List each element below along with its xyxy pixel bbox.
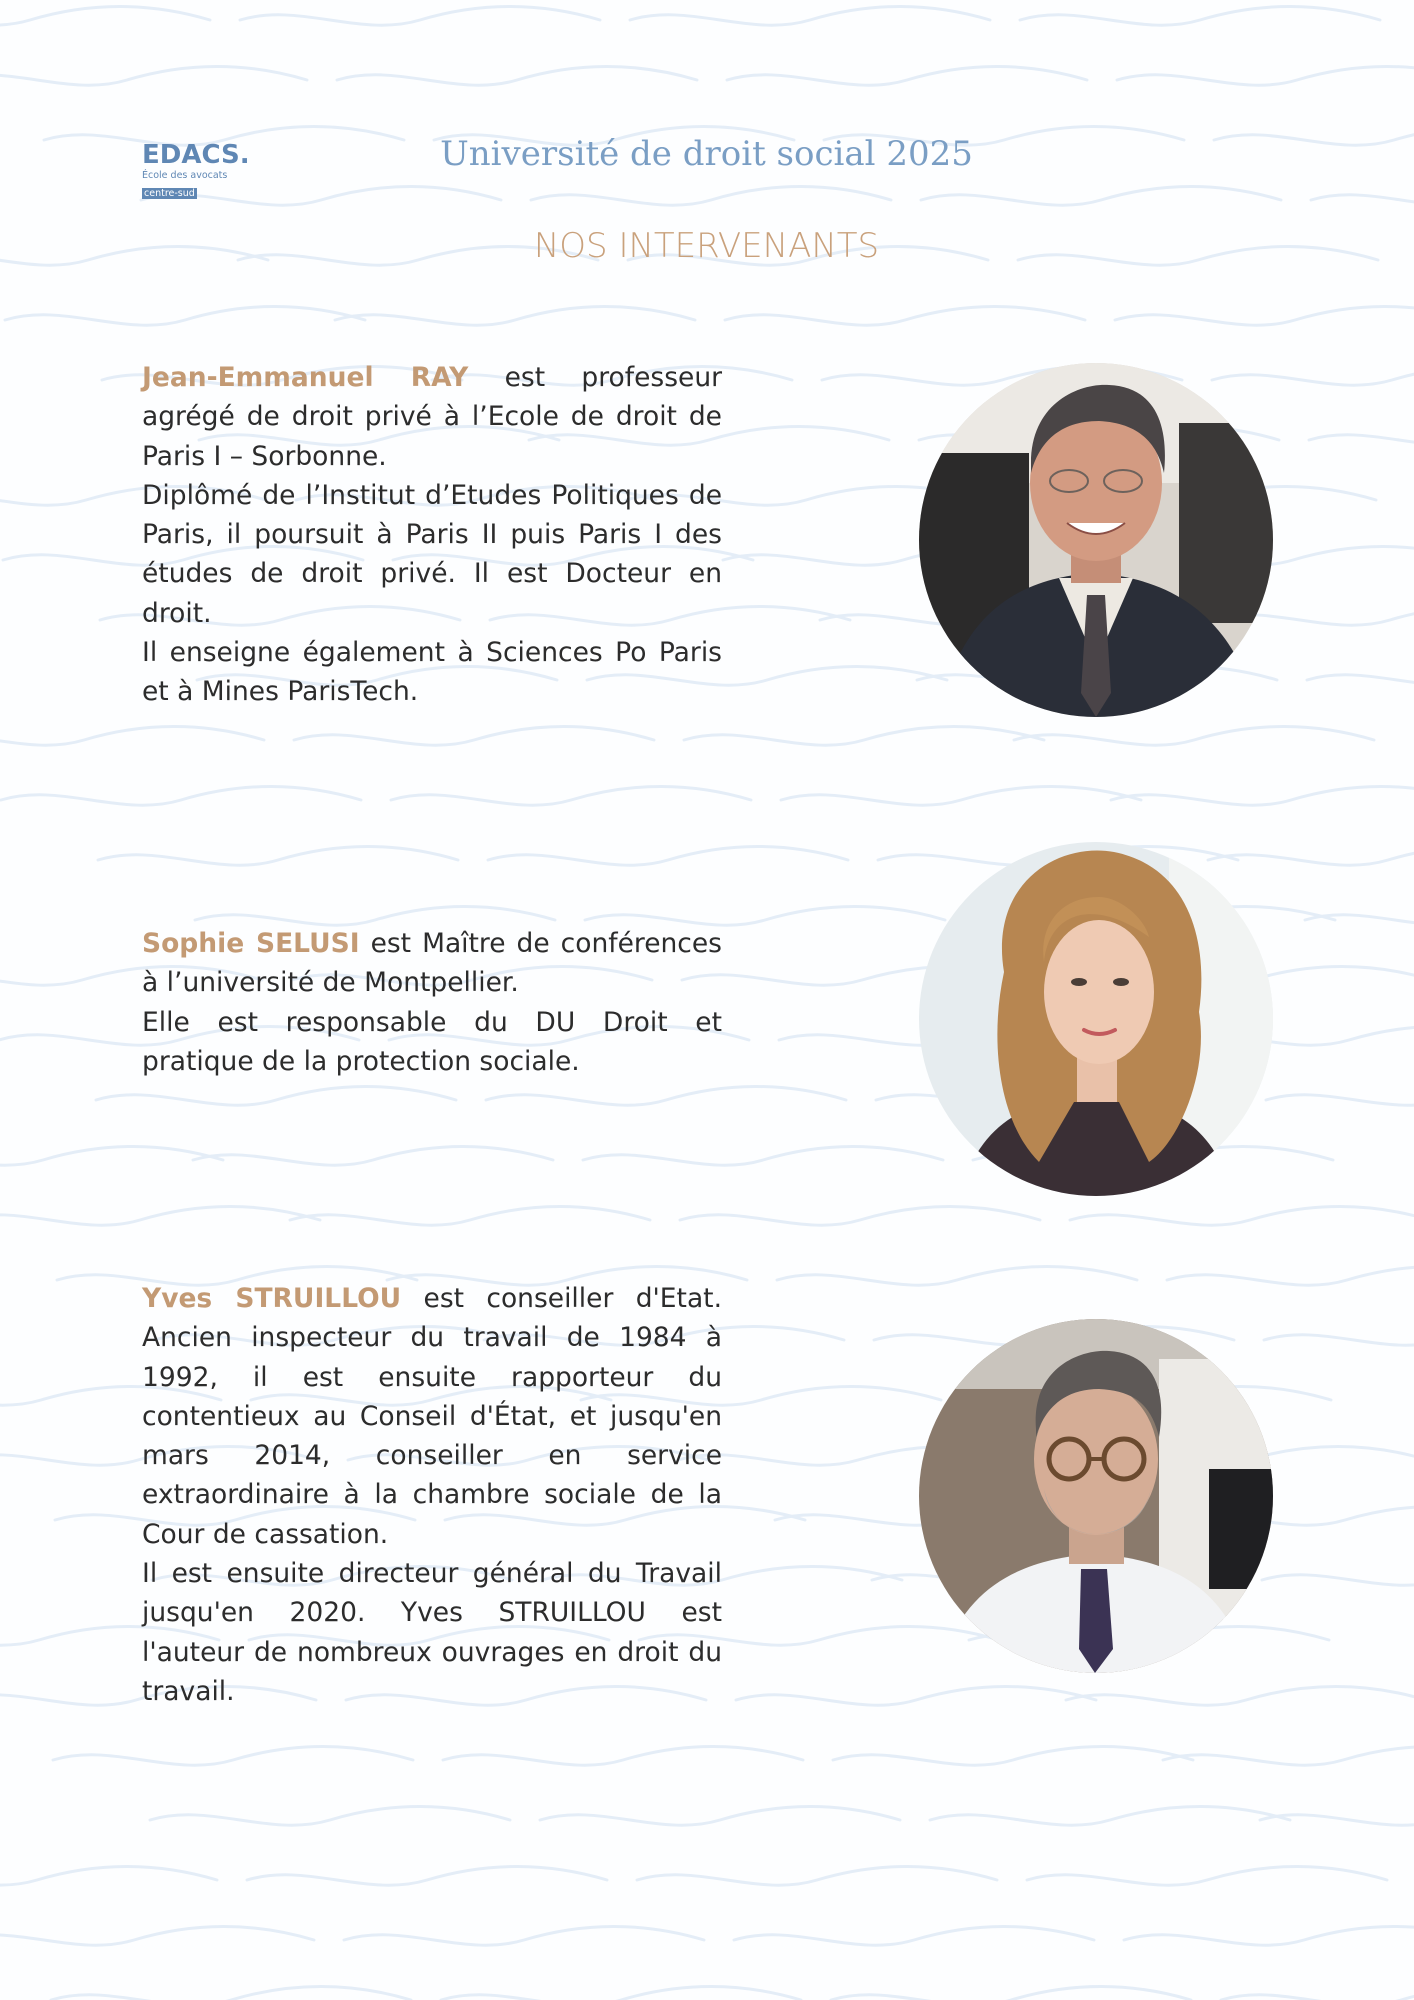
wave-line (540, 1807, 900, 1826)
wave-line (1221, 1987, 1414, 2000)
speaker-photo-struillou (919, 1319, 1273, 1673)
wave-line (344, 1927, 704, 1946)
wave-line (1311, 187, 1414, 206)
wave-line (833, 1747, 1193, 1766)
wave-line (734, 1927, 1094, 1946)
wave-line (1214, 127, 1414, 146)
bio-paragraph (142, 358, 722, 476)
wave-line (1066, 1687, 1414, 1706)
wave-line (1262, 1567, 1414, 1586)
wave-line (1264, 1327, 1414, 1346)
wave-line (630, 7, 990, 26)
wave-line (1020, 7, 1380, 26)
wave-line (98, 847, 458, 866)
wave-line (1266, 1087, 1414, 1106)
wave-line (0, 247, 268, 266)
wave-line (391, 787, 751, 806)
wave-line (0, 727, 264, 746)
wave-line (335, 307, 695, 326)
bio-text: est professeur agrégé de droit privé à l’Ecole de droit de Paris I – Sorbonne. (142, 362, 723, 472)
logo-subtitle: École des avocats (142, 170, 228, 181)
wave-line (0, 1207, 320, 1226)
event-title: Université de droit social 2025 (440, 134, 973, 174)
wave-line (1163, 1747, 1414, 1766)
speaker-bio-struillou (142, 1279, 722, 1711)
bio-text: est Maître de conférences à l’université de Montpellier. (142, 928, 722, 999)
wave-line (736, 1687, 1096, 1706)
wave-line (1027, 1867, 1387, 1886)
wave-line (727, 67, 1087, 86)
wave-line (1, 787, 361, 806)
wave-line (684, 727, 1044, 746)
wave-line (1115, 307, 1414, 326)
speaker-name: Jean-Emmanuel RAY (142, 362, 469, 393)
wave-line (240, 7, 600, 26)
edacs-logo (142, 140, 262, 200)
wave-line (150, 1807, 510, 1826)
wave-line (5, 307, 365, 326)
wave-line (781, 787, 1141, 806)
wave-line (1070, 1207, 1414, 1226)
wave-line (1167, 1267, 1414, 1286)
wave-line (337, 67, 697, 86)
wave-line (290, 1207, 650, 1226)
wave-line (583, 1147, 943, 1166)
wave-line (1260, 1807, 1414, 1826)
bio-paragraph (142, 1279, 722, 1554)
wave-line (930, 1807, 1290, 1826)
wave-line (1124, 1927, 1414, 1946)
wave-line (0, 7, 210, 26)
wave-line (1307, 667, 1414, 686)
wave-line (725, 307, 1085, 326)
wave-line (680, 1207, 1040, 1226)
wave-line (96, 1087, 456, 1106)
wave-line (921, 187, 1281, 206)
section-title: NOS INTERVENANTS (533, 226, 880, 266)
wave-line (831, 1987, 1191, 2000)
wave-line (777, 1267, 1137, 1286)
wave-line (294, 727, 654, 746)
speaker-bio-selusi (142, 924, 722, 1081)
bio-paragraph: Diplômé de l’Institut d’Etudes Politiques de Paris, il poursuit à Paris II puis Paris I des études de droit privé. Il est Docteur en droit. (142, 479, 722, 629)
wave-line (1111, 787, 1414, 806)
speaker-name: Sophie SELUSI (142, 928, 360, 959)
speaker-photo-selusi (919, 842, 1273, 1196)
bio-paragraph (142, 924, 722, 1003)
wave-line (193, 1147, 553, 1166)
wave-line (637, 1867, 997, 1886)
wave-line (0, 1147, 223, 1166)
speaker-name: Yves STRUILLOU (142, 1283, 402, 1314)
bio-text: est conseiller d'Etat. Ancien inspecteur du travail de 1984 à 1992, il est ensuite rapporteur du contentieux au Conseil d'État, et jusqu'en mars 2014, conseiller en service extraordinaire à la chambre sociale de la Cour de cassation. (142, 1283, 722, 1550)
wave-line (51, 1987, 411, 2000)
wave-line (486, 1087, 846, 1106)
logo-subtitle-highlight: centre-sud (144, 188, 195, 199)
bio-paragraph: Elle est responsable du DU Droit et pratique de la protection sociale. (142, 1006, 722, 1077)
wave-line (0, 1867, 217, 1886)
wave-line (531, 187, 891, 206)
wave-line (441, 1987, 801, 2000)
wave-line (0, 67, 307, 86)
wave-line (488, 847, 848, 866)
wave-line (53, 1747, 413, 1766)
wave-line (1018, 247, 1378, 266)
wave-line (195, 907, 555, 926)
wave-line (1208, 847, 1414, 866)
speaker-photo-ray (919, 363, 1273, 717)
wave-line (247, 1867, 607, 1886)
wave-line (1212, 367, 1414, 386)
bio-paragraph: Il enseigne également à Sciences Po Paris et à Mines ParisTech. (142, 637, 722, 708)
logo-wordmark: EDACS. (142, 140, 250, 170)
wave-line (1309, 427, 1414, 446)
wave-line (0, 1927, 314, 1946)
wave-line (443, 1747, 803, 1766)
bio-paragraph: Il est ensuite directeur général du Travail jusqu'en 2020. Yves STRUILLOU est l'auteur de nombreux ouvrages en droit du travail. (142, 1558, 722, 1707)
speaker-bio-ray (142, 358, 722, 712)
wave-line (1014, 727, 1374, 746)
wave-line (585, 907, 945, 926)
wave-line (1117, 67, 1414, 86)
